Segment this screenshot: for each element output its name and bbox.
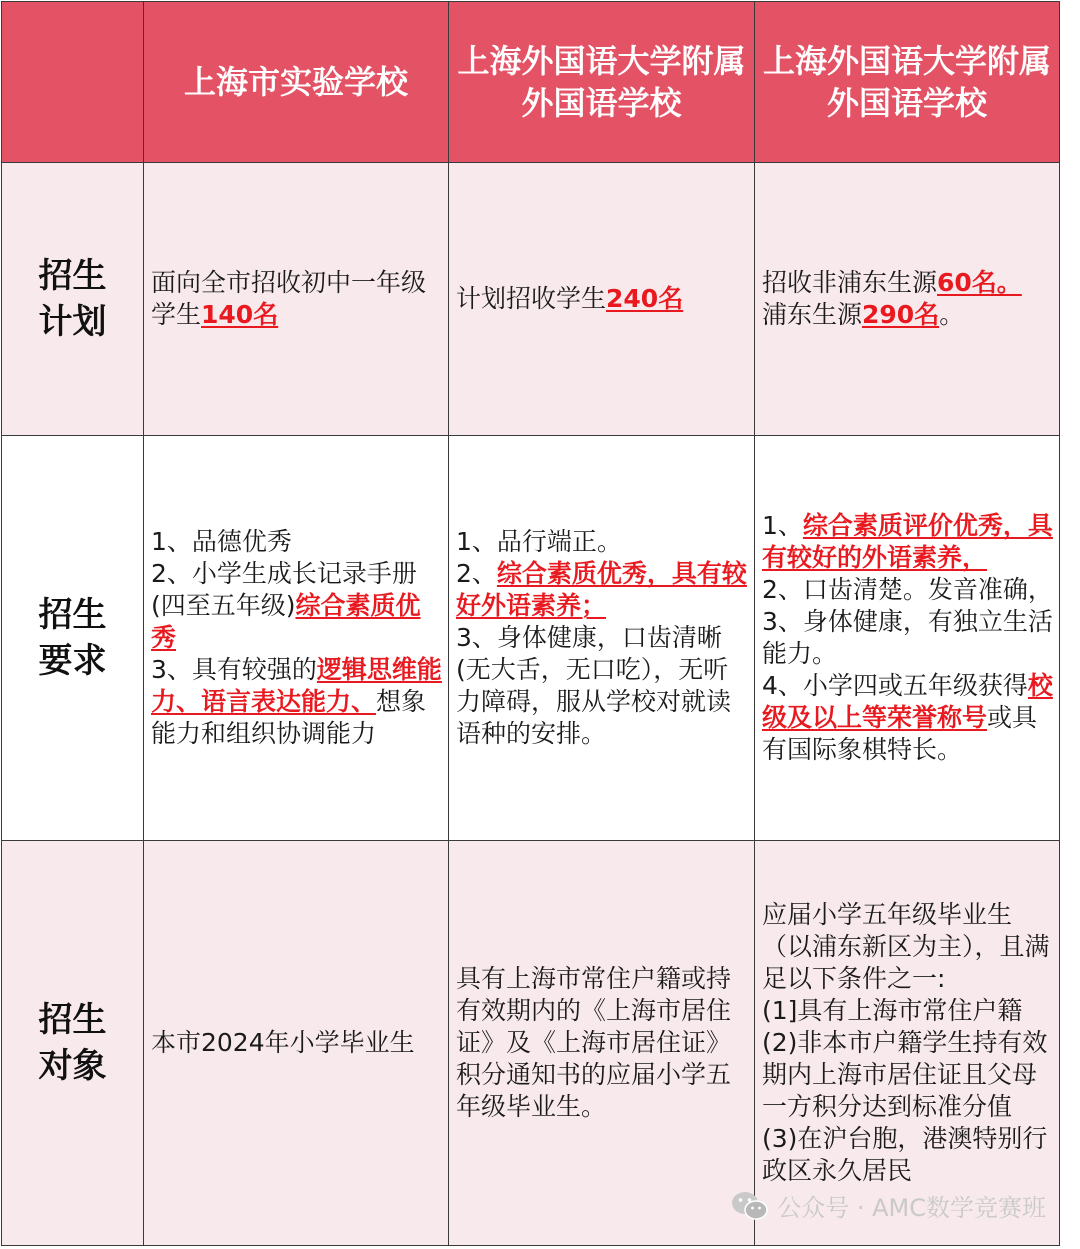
cell-text bbox=[449, 963, 754, 1123]
highlight-text: 240名 bbox=[606, 284, 684, 313]
highlight-text: 综合素质优秀，具有较好外语素养； bbox=[456, 559, 747, 620]
target-cell-school-1 bbox=[144, 841, 449, 1246]
row-label-cell bbox=[2, 841, 144, 1246]
body-text: 1、 bbox=[762, 511, 803, 540]
highlight-text: 290名 bbox=[862, 300, 940, 329]
body-text: 。 bbox=[939, 300, 965, 329]
cell-text bbox=[449, 526, 754, 750]
wechat-icon bbox=[731, 1190, 769, 1222]
body-text: 面向全市招收初中一年级学生 bbox=[151, 268, 427, 329]
body-text: 3、身体健康，口齿清晰(无大舌，无口吃），无听力障碍，服从学校对就读语种的安排。 bbox=[456, 623, 732, 748]
header-corner-cell bbox=[2, 2, 144, 163]
plan-cell-school-3 bbox=[755, 163, 1060, 436]
highlight-text: 综合素质评价优秀，具有较好的外语素养， bbox=[762, 511, 1053, 572]
highlight-text: 综合素质优秀 bbox=[151, 591, 421, 652]
body-text: 应届小学五年级毕业生（以浦东新区为主），且满足以下条件之一: bbox=[762, 900, 1050, 993]
body-text: 2、小学生成长记录手册(四至五年级) bbox=[151, 559, 417, 620]
highlight-text: 140名 bbox=[201, 300, 279, 329]
highlight-text: 60名。 bbox=[937, 268, 1022, 297]
row-label: 招生计划 bbox=[38, 256, 107, 342]
body-text: 想象能力和组织协调能力 bbox=[151, 687, 427, 748]
body-text: 3、具有较强的 bbox=[151, 655, 317, 684]
cell-text bbox=[144, 1027, 448, 1059]
body-text: 具有上海市常住户籍或持有效期内的《上海市居住证》及《上海市居住证》积分通知书的应届小学五年级毕业生。 bbox=[456, 964, 732, 1121]
body-text: 或具有国际象棋特长。 bbox=[762, 703, 1038, 764]
body-text: 本市2024年小学毕业生 bbox=[151, 1028, 415, 1057]
watermark bbox=[731, 1188, 1046, 1223]
row-target-students bbox=[2, 841, 1060, 1246]
requirements-cell-school-2 bbox=[449, 436, 755, 841]
cell-text bbox=[755, 267, 1059, 331]
body-text: 3、身体健康，有独立生活能力。 bbox=[762, 607, 1053, 668]
cell-text bbox=[144, 267, 448, 331]
cell-text bbox=[144, 526, 448, 750]
watermark-text: 公众号 · AMC数学竞赛班 bbox=[777, 1194, 1046, 1222]
row-label: 招生对象 bbox=[38, 1000, 107, 1086]
requirements-cell-school-1 bbox=[144, 436, 449, 841]
admissions-comparison-table bbox=[1, 1, 1060, 1246]
requirements-cell-school-3 bbox=[755, 436, 1060, 841]
cell-text bbox=[755, 510, 1059, 766]
target-cell-school-3 bbox=[755, 841, 1060, 1246]
highlight-text: 校级及以上等荣誉称号 bbox=[762, 671, 1053, 732]
body-text: 1、品德优秀 bbox=[151, 527, 292, 556]
body-text: 计划招收学生 bbox=[456, 284, 607, 313]
body-text: 招收非浦东生源 bbox=[762, 268, 938, 297]
body-text: 浦东生源 bbox=[762, 300, 863, 329]
body-text: (1]具有上海市常住户籍 bbox=[762, 996, 1023, 1025]
body-text: 2、 bbox=[456, 559, 497, 588]
cell-text bbox=[755, 899, 1059, 1187]
body-text: 1、品行端正。 bbox=[456, 527, 622, 556]
row-label: 招生要求 bbox=[38, 595, 107, 681]
header-cell-school-3 bbox=[755, 2, 1060, 163]
school-name-1: 上海市实验学校 bbox=[183, 63, 408, 101]
body-text: 2、口齿清楚。发音准确， bbox=[762, 575, 1053, 604]
body-text: 4、小学四或五年级获得 bbox=[762, 671, 1028, 700]
body-text: (2)非本市户籍学生持有效期内上海市居住证且父母一方积分达到标准分值 bbox=[762, 1028, 1048, 1121]
header-cell-school-1 bbox=[144, 2, 449, 163]
cell-text bbox=[449, 283, 754, 315]
row-enrollment-plan bbox=[2, 163, 1060, 436]
school-name-3: 上海外国语大学附属外国语学校 bbox=[762, 42, 1051, 122]
row-label-cell bbox=[2, 436, 144, 841]
header-row bbox=[2, 2, 1060, 163]
plan-cell-school-1 bbox=[144, 163, 449, 436]
highlight-text: 逻辑思维能力、语言表达能力、 bbox=[151, 655, 442, 716]
row-requirements bbox=[2, 436, 1060, 841]
target-cell-school-2 bbox=[449, 841, 755, 1246]
header-cell-school-2 bbox=[449, 2, 755, 163]
plan-cell-school-2 bbox=[449, 163, 755, 436]
row-label-cell bbox=[2, 163, 144, 436]
body-text: (3)在沪台胞，港澳特别行政区永久居民 bbox=[762, 1124, 1048, 1185]
school-name-2: 上海外国语大学附属外国语学校 bbox=[457, 42, 746, 122]
